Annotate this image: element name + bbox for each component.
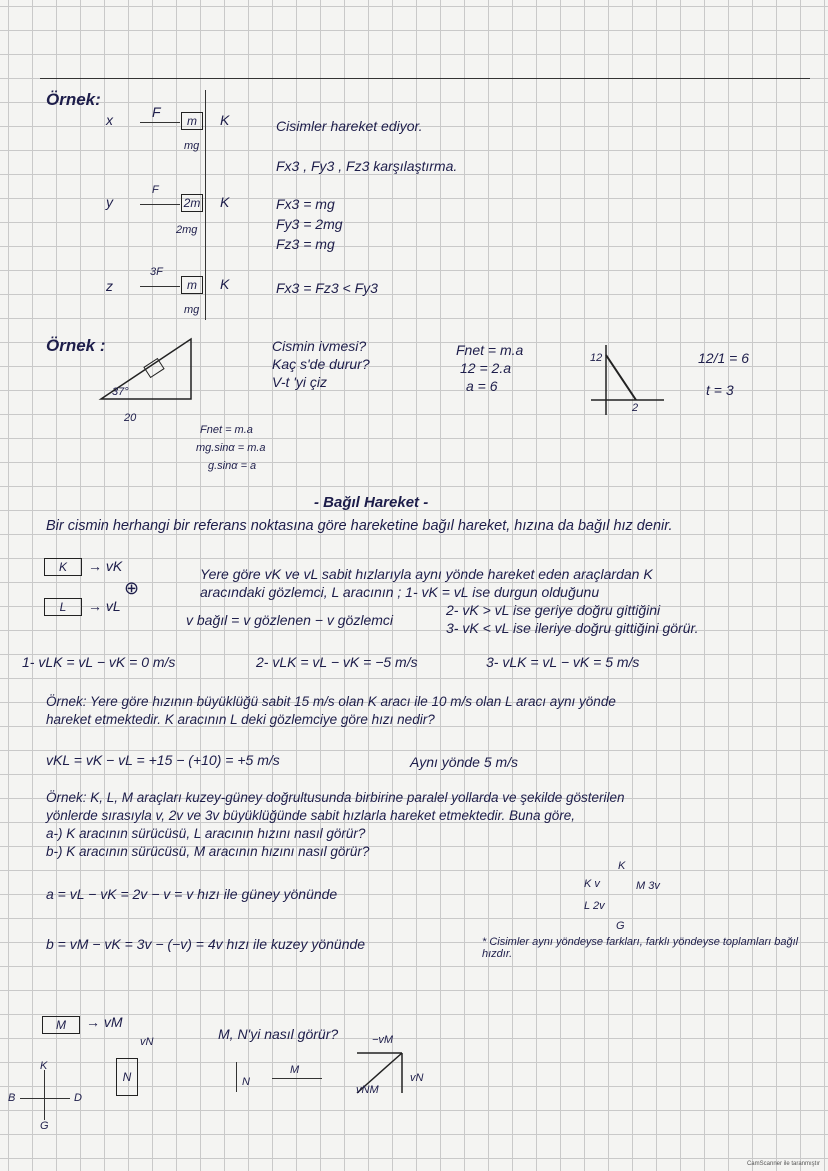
- fig-label: K: [618, 860, 626, 872]
- example-title: Örnek :: [46, 336, 106, 355]
- relative-formula: v bağıl = v gözlenen − v gözlemci: [186, 612, 394, 628]
- fig-label: K v: [584, 878, 600, 890]
- mass-box: 2m: [181, 194, 203, 212]
- question: b-) K aracının sürücüsü, M aracının hızını nasıl görür?: [46, 844, 370, 859]
- force-arrow: [140, 286, 180, 287]
- force-label: F: [152, 104, 161, 120]
- answer: Fz3 = mg: [276, 236, 335, 252]
- car-m-box: M: [42, 1016, 80, 1034]
- result: Fx3 = Fz3 < Fy3: [276, 280, 378, 296]
- question: Cisimler hareket ediyor.: [276, 118, 423, 134]
- side-label: 20: [124, 412, 137, 424]
- wall-label: K: [220, 276, 230, 292]
- note: * Cisimler aynı yöndeyse farkları, farklı yöndeyse toplamları bağıl hızdır.: [482, 936, 799, 960]
- angle-label: 37°: [112, 386, 129, 398]
- equation: Fnet = m.a: [200, 424, 253, 436]
- arrow-m-label: M: [290, 1064, 300, 1076]
- answer: Fx3 = mg: [276, 196, 335, 212]
- label-z: z: [106, 278, 113, 294]
- calc: 12/1 = 6: [698, 350, 749, 366]
- compass-west: B: [8, 1092, 16, 1104]
- fig-label: L 2v: [584, 900, 605, 912]
- velocity-k: → vK: [88, 558, 123, 574]
- equation: Fnet = m.a: [456, 342, 524, 358]
- scanner-footer: CamScanner ile taranmıştır: [746, 1161, 820, 1167]
- case-formula: 1- vLK = vL − vK = 0 m/s: [22, 654, 176, 670]
- answer: b = vM − vK = 3v − (−v) = 4v hızı ile kuzey yönünde: [46, 936, 366, 952]
- weight-label: mg: [184, 140, 200, 152]
- arrow-n: [236, 1062, 237, 1092]
- section-heading: - Bağıl Hareket -: [314, 494, 429, 511]
- question: a-) K aracının sürücüsü, L aracının hızını nasıl görür?: [46, 826, 366, 841]
- equation: mg.sinα = m.a: [196, 442, 266, 454]
- velocity-m: → vM: [86, 1014, 123, 1030]
- arrow-n-label: N: [242, 1076, 250, 1088]
- incline-diagram: [96, 334, 206, 414]
- weight-label: mg: [184, 304, 200, 316]
- compass-axis: [44, 1070, 45, 1120]
- plus-direction-icon: ⊕: [124, 578, 140, 598]
- question: V-t 'yi çiz: [272, 374, 328, 390]
- mass-box: m: [181, 112, 203, 130]
- graph-t-label: 2: [632, 402, 639, 414]
- triangle-label: −vM: [372, 1034, 394, 1046]
- calc: t = 3: [706, 382, 734, 398]
- answer: vKL = vK − vL = +15 − (+10) = +5 m/s: [46, 752, 280, 768]
- force-label: 3F: [150, 266, 163, 278]
- wall-label: K: [220, 194, 230, 210]
- compass-axis: [20, 1098, 70, 1099]
- answer: Fy3 = 2mg: [276, 216, 343, 232]
- force-arrow: [140, 204, 180, 205]
- wall-label: K: [220, 112, 230, 128]
- equation: g.sinα = a: [208, 460, 257, 472]
- wall: [205, 90, 206, 320]
- label-x: x: [106, 112, 113, 128]
- fig-label: G: [616, 920, 625, 932]
- car-n-box: N: [116, 1058, 138, 1096]
- question: Örnek: Yere göre hızının büyüklüğü sabit 15 m/s olan K aracı ile 10 m/s olan L aracı aynı yönde: [46, 694, 616, 709]
- car-l-box: L: [44, 598, 82, 616]
- equation: 12 = 2.a: [460, 360, 511, 376]
- question: Fx3 , Fy3 , Fz3 karşılaştırma.: [276, 158, 458, 174]
- force-arrow: [140, 122, 180, 123]
- description: aracındaki gözlemci, L aracının ; 1- vK = vL ise durgun olduğunu: [200, 584, 600, 600]
- compass-east: D: [74, 1092, 82, 1104]
- equation: a = 6: [466, 378, 498, 394]
- question: Cismin ivmesi?: [272, 338, 367, 354]
- question: hareket etmektedir. K aracının L deki gözlemciye göre hızı nedir?: [46, 712, 435, 727]
- case-formula: 2- vLK = vL − vK = −5 m/s: [256, 654, 418, 670]
- compass-north: K: [40, 1060, 48, 1072]
- arrow-m: [272, 1078, 322, 1079]
- description: Yere göre vK ve vL sabit hızlarıyla aynı yönde hareket eden araçlardan K: [200, 566, 653, 582]
- graph-v-label: 12: [590, 352, 603, 364]
- mass-box: m: [181, 276, 203, 294]
- velocity-n: vN: [140, 1036, 154, 1048]
- question: yönlerde sırasıyla v, 2v ve 3v büyüklüğünde sabit hızlarla hareket etmektedir. Buna göre,: [46, 808, 576, 823]
- velocity-l: → vL: [88, 598, 121, 614]
- label-y: y: [106, 194, 113, 210]
- compass-south: G: [40, 1120, 49, 1132]
- case-formula: 3- vLK = vL − vK = 5 m/s: [486, 654, 640, 670]
- top-margin-line: [40, 78, 810, 79]
- case: 2- vK > vL ise geriye doğru gittiğini: [446, 602, 661, 618]
- answer: a = vL − vK = 2v − v = v hızı ile güney yönünde: [46, 886, 338, 902]
- answer: Aynı yönde 5 m/s: [410, 754, 519, 770]
- question: Örnek: K, L, M araçları kuzey-güney doğrultusunda birbirine paralel yollarda ve şekilde gösterilen: [46, 790, 625, 805]
- triangle-label: vN: [410, 1072, 424, 1084]
- question: M, N'yi nasıl görür?: [218, 1026, 339, 1042]
- weight-label: 2mg: [176, 224, 198, 236]
- question: Kaç s'de durur?: [272, 356, 370, 372]
- force-label: F: [152, 184, 159, 196]
- example-title: Örnek:: [46, 90, 101, 109]
- definition: Bir cismin herhangi bir referans noktasına göre hareketine bağıl hareket, hızına da bağıl hız denir.: [46, 518, 673, 534]
- fig-label: M 3v: [636, 880, 660, 892]
- car-k-box: K: [44, 558, 82, 576]
- triangle-label: vNM: [356, 1084, 379, 1096]
- case: 3- vK < vL ise ileriye doğru gittiğini görür.: [446, 620, 699, 636]
